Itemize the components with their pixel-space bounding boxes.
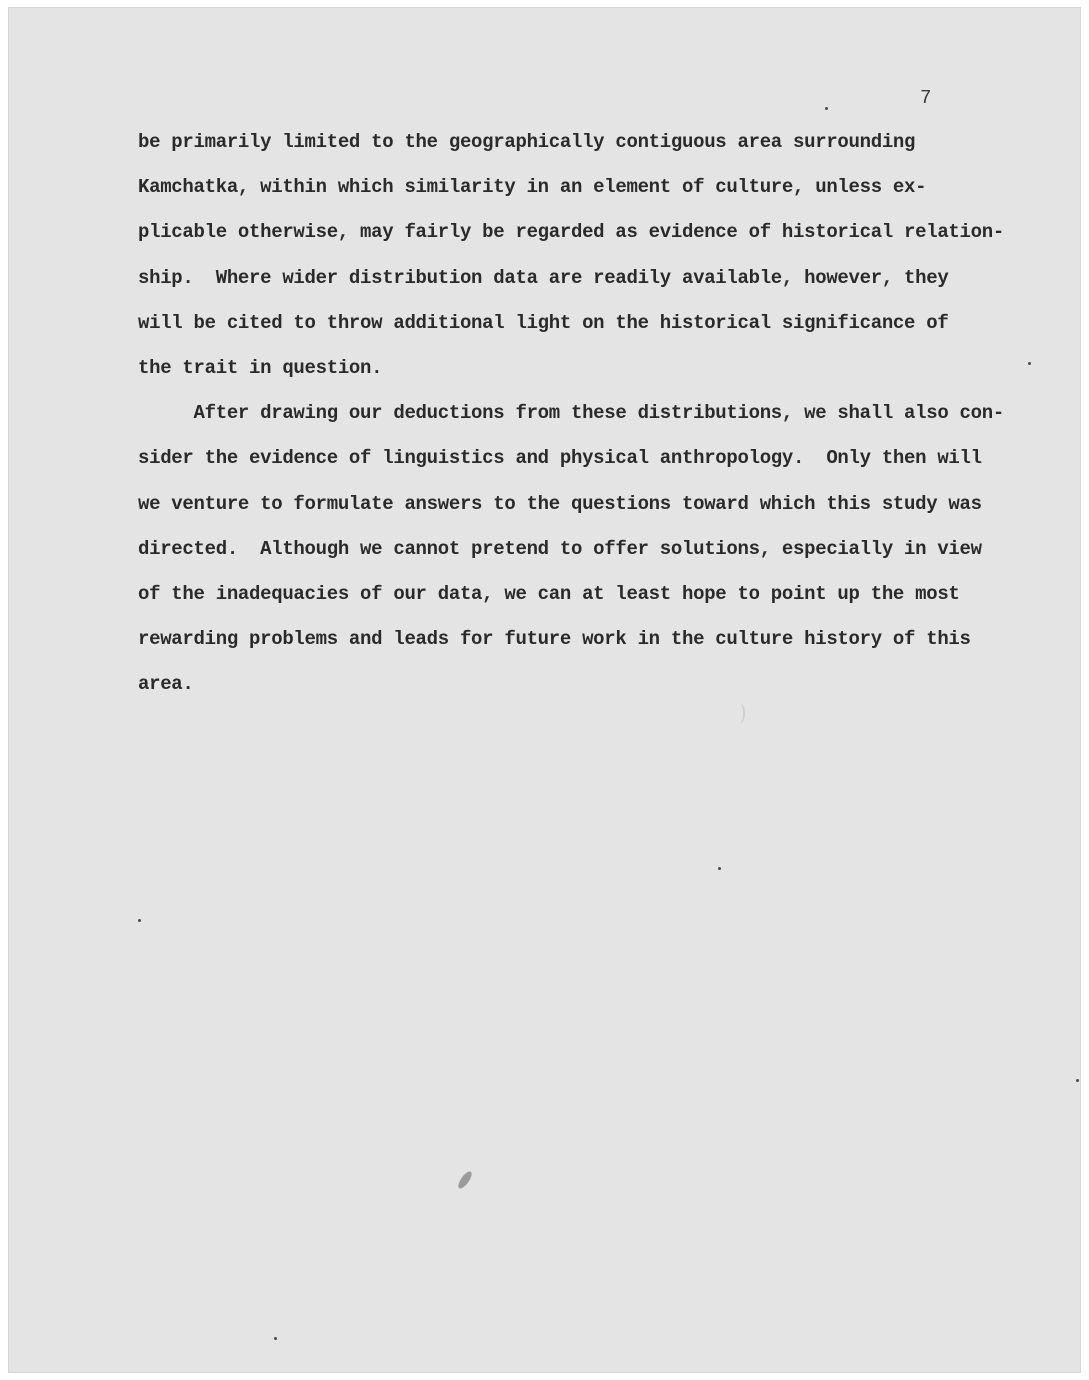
text-line: the trait in question. <box>138 356 383 379</box>
text-line: plicable otherwise, may fairly be regarded as evidence of historical relation- <box>138 221 1004 244</box>
dust-speck <box>718 867 721 870</box>
dust-speck <box>1028 362 1031 365</box>
text-line: be primarily limited to the geographically contiguous area surrounding <box>138 131 916 153</box>
text-line: ship. Where wider distribution data are readily available, however, they <box>138 266 949 289</box>
body-text <box>138 127 1018 714</box>
dust-speck <box>274 1337 277 1340</box>
dust-speck <box>825 107 828 110</box>
text-line: will be cited to throw additional light on the historical significance of <box>138 311 949 334</box>
text-line: rewarding problems and leads for future work in the culture history of this <box>138 628 971 651</box>
dust-speck <box>1076 1079 1079 1082</box>
text-line: directed. Although we cannot pretend to offer solutions, especially in view <box>138 537 982 560</box>
document-page <box>8 7 1081 1373</box>
text-line: After drawing our deductions from these distributions, we shall also con- <box>138 402 1004 425</box>
ink-smudge <box>456 1170 474 1191</box>
text-line: Kamchatka, within which similarity in an element of culture, unless ex- <box>138 176 927 199</box>
text-line: area. <box>138 673 194 696</box>
text-line: we venture to formulate answers to the questions toward which this study was <box>138 492 982 515</box>
page-number: 7 <box>920 87 932 109</box>
text-line: sider the evidence of linguistics and physical anthropology. Only then will <box>138 447 982 470</box>
paper-mark <box>735 703 745 723</box>
text-line: of the inadequacies of our data, we can at least hope to point up the most <box>138 582 960 605</box>
dust-speck <box>138 919 141 922</box>
